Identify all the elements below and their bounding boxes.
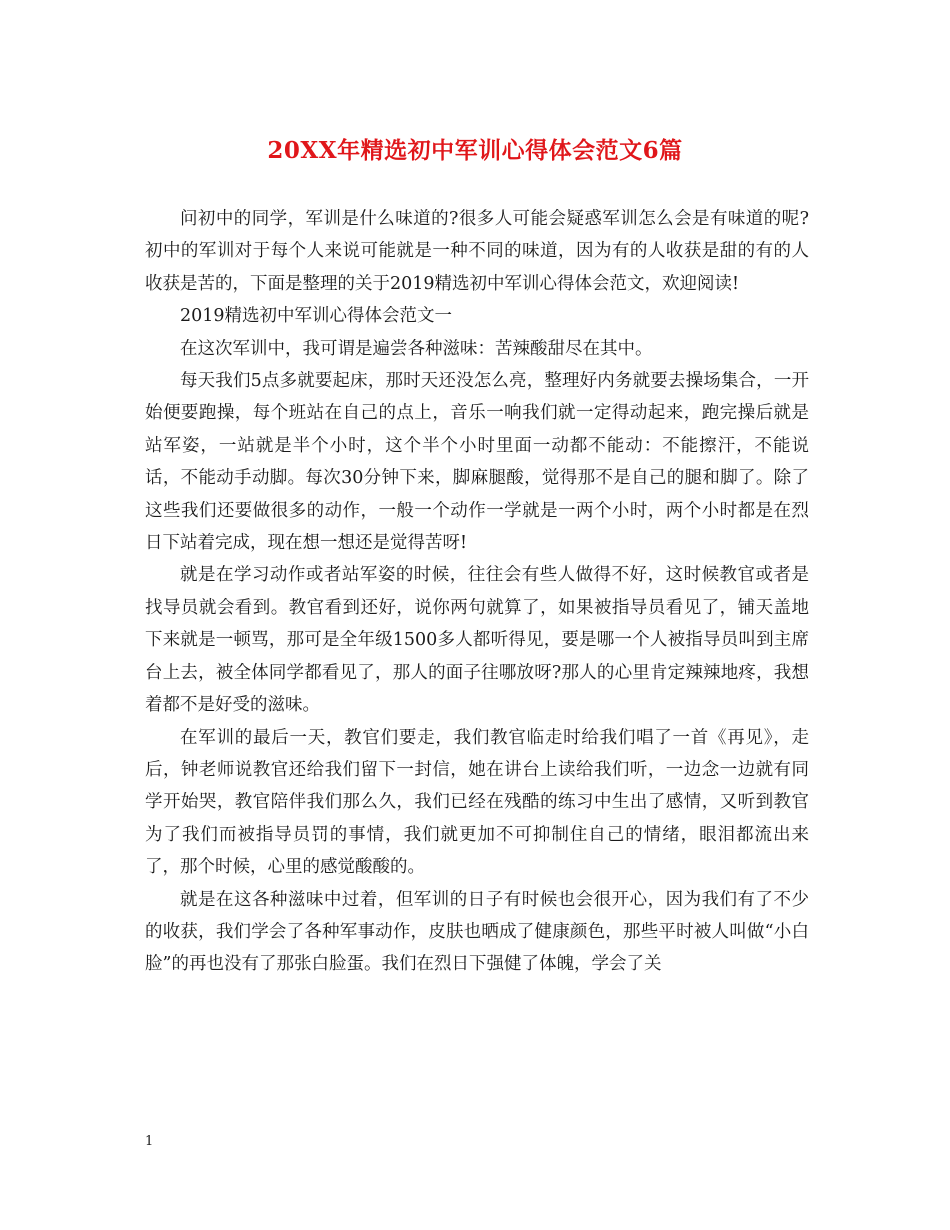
section-heading: 2019精选初中军训心得体会范文一 [180, 306, 453, 327]
paragraph-intro: 问初中的同学，军训是什么味道的?很多人可能会疑惑军训怎么会是有味道的呢?初中的军训对于每个人来说可能就是一种不同的味道，因为有的人收获是甜的有的人收获是苦的，下面是整理的关于2019精选初中军训心得体会范文，欢迎阅读! [145, 209, 809, 294]
document-title: 20XX年精选初中军训心得体会范文6篇 [267, 137, 683, 164]
paragraph: 就是在这各种滋味中过着，但军训的日子有时候也会很开心，因为我们有了不少的收获，我们学会了各种军事动作，皮肤也晒成了健康颜色，那些平时被人叫做“小白脸”的再也没有了那张白脸蛋。我们在烈日下强健了体魄，学会了关 [145, 889, 809, 975]
paragraph: 每天我们5点多就要起床，那时天还没怎么亮，整理好内务就要去操场集合，一开始便要跑操，每个班站在自己的点上，音乐一响我们就一定得动起来，跑完操后就是站军姿，一站就是半个小时，这个半个小时里面一动都不能动：不能擦汗，不能说话，不能动手动脚。每次30分钟下来，脚麻腿酸，觉得那不是自己的腿和脚了。除了这些我们还要做很多的动作，一般一个动作一学就是一两个小时，两个小时都是在烈日下站着完成，现在想一想还是觉得苦呀! [145, 371, 809, 554]
page-number: 1 [145, 1134, 154, 1149]
paragraph: 就是在学习动作或者站军姿的时候，往往会有些人做得不好，这时候教官或者是找导员就会看到。教官看到还好，说你两句就算了，如果被指导员看见了，铺天盖地下来就是一顿骂，那可是全年级1500多人都听得见，要是哪一个人被指导员叫到主席台上去，被全体同学都看见了，那人的面子往哪放呀?那人的心里肯定辣辣地疼，我想着都不是好受的滋味。 [145, 565, 809, 716]
paragraph: 在军训的最后一天，教官们要走，我们教官临走时给我们唱了一首《再见》，走后，钟老师说教官还给我们留下一封信，她在讲台上读给我们听，一边念一边就有同学开始哭，教官陪伴我们那么久，我们已经在残酷的练习中生出了感情，又听到教官为了我们而被指导员罚的事情，我们就更加不可抑制住自己的情绪，眼泪都流出来了，那个时候，心里的感觉酸酸的。 [145, 727, 809, 878]
paragraph: 在这次军训中，我可谓是遍尝各种滋味：苦辣酸甜尽在其中。 [180, 338, 653, 359]
document-body [145, 203, 809, 981]
